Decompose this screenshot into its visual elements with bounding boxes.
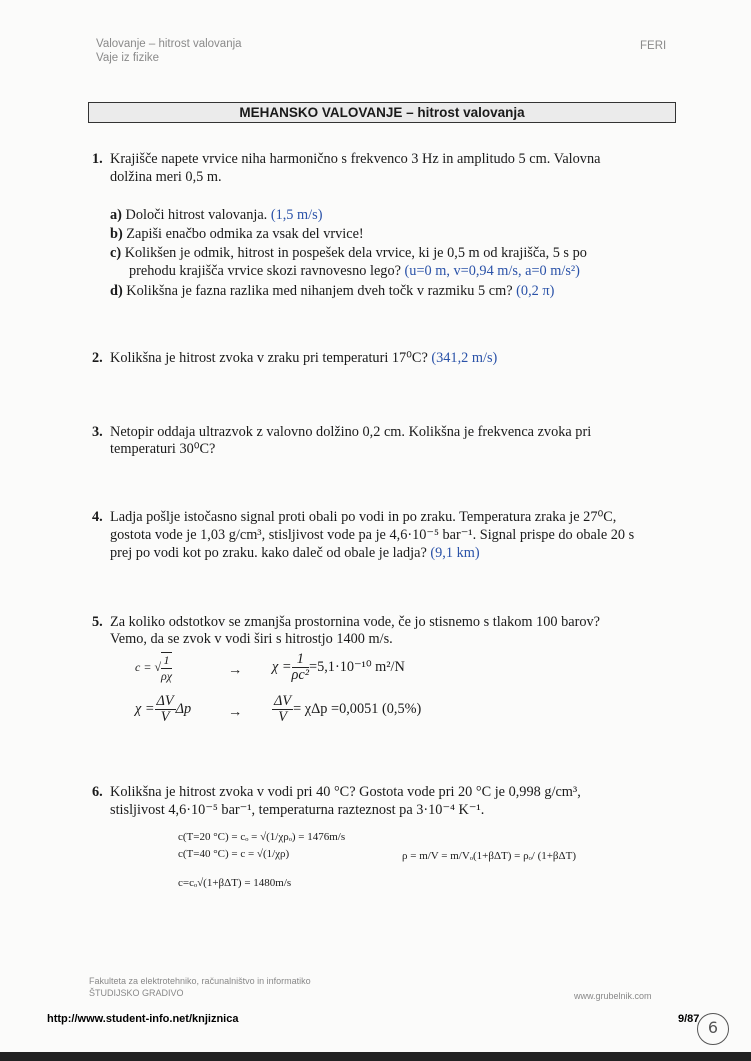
header-school: FERI bbox=[640, 40, 667, 52]
q5-eq2-right bbox=[272, 694, 421, 725]
eq2-num: ΔV bbox=[156, 693, 174, 709]
q2-number: 2. bbox=[92, 350, 103, 366]
scan-edge bbox=[0, 1052, 751, 1061]
eq2-den: V bbox=[160, 709, 170, 725]
q3-line1: Netopir oddaja ultrazvok z valovno dolžino 0,2 cm. Kolikšna je frekvenca zvoka pri bbox=[110, 424, 592, 440]
q4-number: 4. bbox=[92, 509, 103, 525]
header-course: Vaje iz fizike bbox=[96, 52, 160, 64]
q4-line2: gostota vode je 1,03 g/cm³, stisljivost vode pa je 4,6·10⁻⁵ bar⁻¹. Signal prispe do obale 20 s bbox=[110, 527, 635, 543]
eq-sqrt-num: 1 bbox=[161, 653, 172, 669]
q1c-answer: (u=0 m, v=0,94 m/s, a=0 m/s²) bbox=[404, 263, 580, 279]
header-subject: Valovanje – hitrost valovanja bbox=[96, 38, 242, 50]
eq2r-value: = χΔp =0,0051 (0,5%) bbox=[293, 700, 422, 717]
q1c-label: c) bbox=[110, 245, 122, 261]
q6-line2: stisljivost 4,6·10⁻⁵ bar⁻¹, temperaturna razteznost pa 3·10⁻⁴ K⁻¹. bbox=[110, 802, 485, 818]
q1d bbox=[110, 283, 554, 300]
q5-eq1-left: c = √ $\frac{1}{\rho\chi}$ bbox=[135, 653, 173, 683]
eq-c: c = bbox=[135, 659, 152, 674]
q1b-text: Zapiši enačbo odmika za vsak del vrvice! bbox=[126, 226, 364, 242]
eq-chi: χ = bbox=[272, 658, 292, 675]
eq2r-den: V bbox=[278, 709, 287, 725]
q4-answer: (9,1 km) bbox=[430, 545, 480, 561]
q5-number: 5. bbox=[92, 614, 103, 630]
q2-answer: (341,2 m/s) bbox=[431, 350, 498, 366]
q6-number: 6. bbox=[92, 784, 103, 800]
eq-sqrt-den: ρχ bbox=[161, 669, 173, 683]
footer-faculty: Fakulteta za elektrotehniko, računalništvo in informatiko bbox=[89, 976, 311, 986]
q1-number: 1. bbox=[92, 151, 103, 167]
q1b bbox=[110, 226, 364, 243]
footer-site: www.grubelnik.com bbox=[574, 991, 652, 1001]
q2 bbox=[110, 350, 497, 367]
q1c-text1: Kolikšen je odmik, hitrost in pospešek dela vrvice, ki je 0,5 m od krajišča, 5 s po bbox=[124, 245, 587, 261]
q1d-text: Kolikšna je fazna razlika med nihanjem dveh točk v razmiku 5 cm? bbox=[126, 283, 513, 299]
eq-den: ρc² bbox=[291, 667, 310, 683]
q6-formula4: c=cₒ√(1+βΔT) = 1480m/s bbox=[178, 877, 292, 889]
q1a-text: Določi hitrost valovanja. bbox=[125, 207, 268, 223]
page-title: MEHANSKO VALOVANJE – hitrost valovanja bbox=[88, 102, 676, 123]
handwritten-page-mark: 6 bbox=[697, 1013, 729, 1045]
page-number: 9/87 bbox=[678, 1013, 700, 1025]
q5-arrow2: → bbox=[228, 704, 243, 720]
q1c-cont bbox=[129, 263, 580, 280]
q1a-label: a) bbox=[110, 207, 122, 223]
q1c bbox=[110, 245, 587, 262]
q6-formula2: c(T=40 °C) = c = √(1/χρ) bbox=[178, 848, 290, 860]
q1a-answer: (1,5 m/s) bbox=[270, 207, 323, 223]
q6-formula1: c(T=20 °C) = cₒ = √(1/χρₒ) = 1476m/s bbox=[178, 831, 346, 843]
q2-text: Kolikšna je hitrost zvoka v zraku pri temperaturi 17⁰C? bbox=[110, 350, 428, 366]
q1b-label: b) bbox=[110, 226, 123, 242]
q1d-answer: (0,2 π) bbox=[516, 283, 555, 299]
q1-line1: Krajišče napete vrvice niha harmonično s frekvenco 3 Hz in amplitudo 5 cm. Valovna bbox=[110, 151, 601, 167]
q1d-label: d) bbox=[110, 283, 123, 299]
q5-line1: Za koliko odstotkov se zmanjša prostornina vode, če jo stisnemo s tlakom 100 barov? bbox=[110, 614, 600, 630]
eq-num: 1 bbox=[292, 652, 310, 668]
q1c-text2: prehodu krajišča vrvice skozi ravnovesno lego? bbox=[129, 263, 401, 279]
q3-line2: temperaturi 30⁰C? bbox=[110, 441, 216, 457]
footer-url-link[interactable]: http://www.student-info.net/knjiznica bbox=[47, 1013, 239, 1025]
eq-value: =5,1·10⁻¹⁰ m²/N bbox=[309, 658, 405, 675]
footer-material: ŠTUDIJSKO GRADIVO bbox=[89, 988, 184, 998]
q5-eq2-left bbox=[135, 694, 191, 725]
q5-eq1-right bbox=[272, 652, 405, 683]
q1-line2: dolžina meri 0,5 m. bbox=[110, 169, 222, 185]
q6-formula3: ρ = m/V = m/Vₒ(1+βΔT) = ρₒ/ (1+βΔT) bbox=[402, 850, 576, 862]
q4-line3-row bbox=[110, 545, 480, 562]
q6-line1: Kolikšna je hitrost zvoka v vodi pri 40 °C? Gostota vode pri 20 °C je 0,998 g/cm³, bbox=[110, 784, 581, 800]
q5-arrow1: → bbox=[228, 662, 243, 678]
q3-number: 3. bbox=[92, 424, 103, 440]
eq-chi2: χ = bbox=[135, 700, 155, 717]
q5-line2: Vemo, da se zvok v vodi širi s hitrostjo 1400 m/s. bbox=[110, 631, 393, 647]
q4-line1: Ladja pošlje istočasno signal proti obali po vodi in po zraku. Temperatura zraka je 27⁰C, bbox=[110, 509, 617, 525]
eq2r-num: ΔV bbox=[274, 693, 292, 709]
q4-line3: prej po vodi kot po zraku. kako daleč od obale je ladja? bbox=[110, 545, 427, 561]
q1a bbox=[110, 207, 322, 224]
eq2-tail: Δp bbox=[175, 700, 192, 717]
